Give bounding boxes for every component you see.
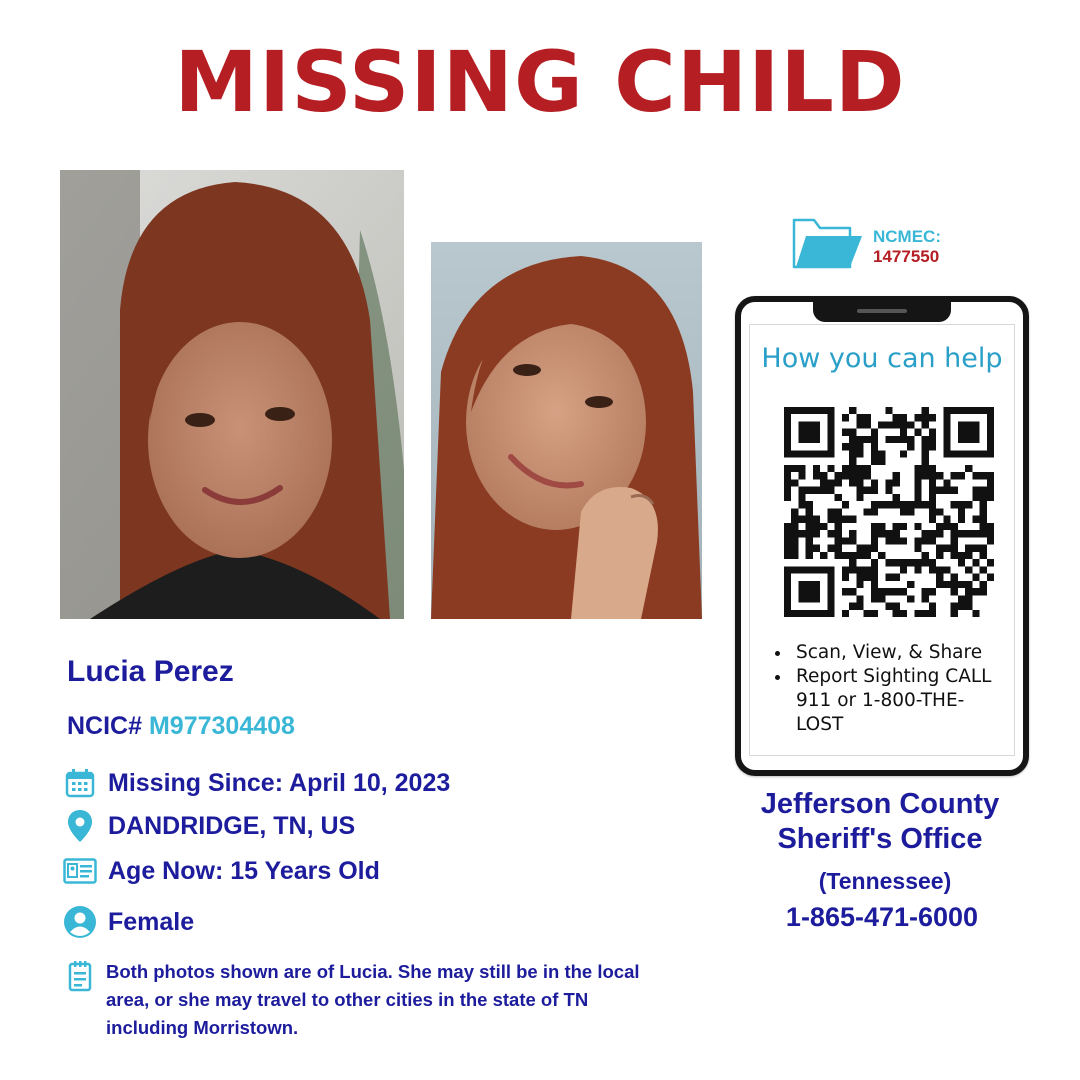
location-text: DANDRIDGE, TN, US — [108, 811, 356, 840]
photo-2 — [431, 242, 702, 619]
person-icon — [62, 904, 98, 940]
portrait-photo-1-icon — [60, 170, 404, 619]
ncmec-number: 1477550 — [873, 247, 940, 266]
missing-since-text: Missing Since: April 10, 2023 — [108, 768, 451, 797]
ncic-label: NCIC# — [67, 712, 143, 740]
map-pin-icon — [62, 808, 98, 844]
note-text: Both photos shown are of Lucia. She may still be in the local area, or she may travel to other cities in the state of TN including Morristown. — [106, 961, 640, 1038]
gender-text: Female — [108, 907, 195, 936]
missing-since-row — [62, 763, 450, 803]
gender-row — [62, 902, 194, 942]
id-card-icon — [62, 853, 98, 889]
ncic-number: M977304408 — [148, 712, 295, 740]
help-bullet: • Report Sighting CALL 911 or 1-800-THE-LOST — [792, 665, 1004, 737]
folder-icon — [792, 214, 864, 270]
help-heading: How you can help — [761, 343, 1003, 374]
phone-card — [735, 296, 1029, 776]
notepad-icon — [62, 958, 98, 996]
age-text: Age Now: 15 Years Old — [108, 856, 380, 885]
help-bullet: • Scan, View, & Share — [792, 641, 1004, 665]
ncmec-label: NCMEC: — [873, 227, 941, 246]
calendar-icon — [62, 765, 98, 801]
child-name: Lucia Perez — [67, 655, 234, 688]
poster-title: MISSING CHILD — [174, 33, 906, 131]
portrait-photo-2-icon — [431, 242, 702, 619]
agency-phone[interactable]: 1-865-471-6000 — [785, 902, 979, 932]
help-bullets — [768, 641, 1004, 737]
phone-screen — [749, 324, 1015, 756]
qr-code-icon[interactable] — [784, 407, 994, 617]
location-row — [62, 806, 355, 846]
agency-state: (Tennessee) — [818, 868, 952, 894]
photo-1 — [60, 170, 404, 619]
phone-notch — [813, 302, 951, 322]
age-row — [62, 851, 380, 891]
ncic-line — [67, 712, 295, 741]
agency-name-line2: Sheriff's Office — [777, 823, 983, 855]
note-block — [62, 958, 642, 1042]
agency-name-line1: Jefferson County — [760, 788, 1000, 820]
